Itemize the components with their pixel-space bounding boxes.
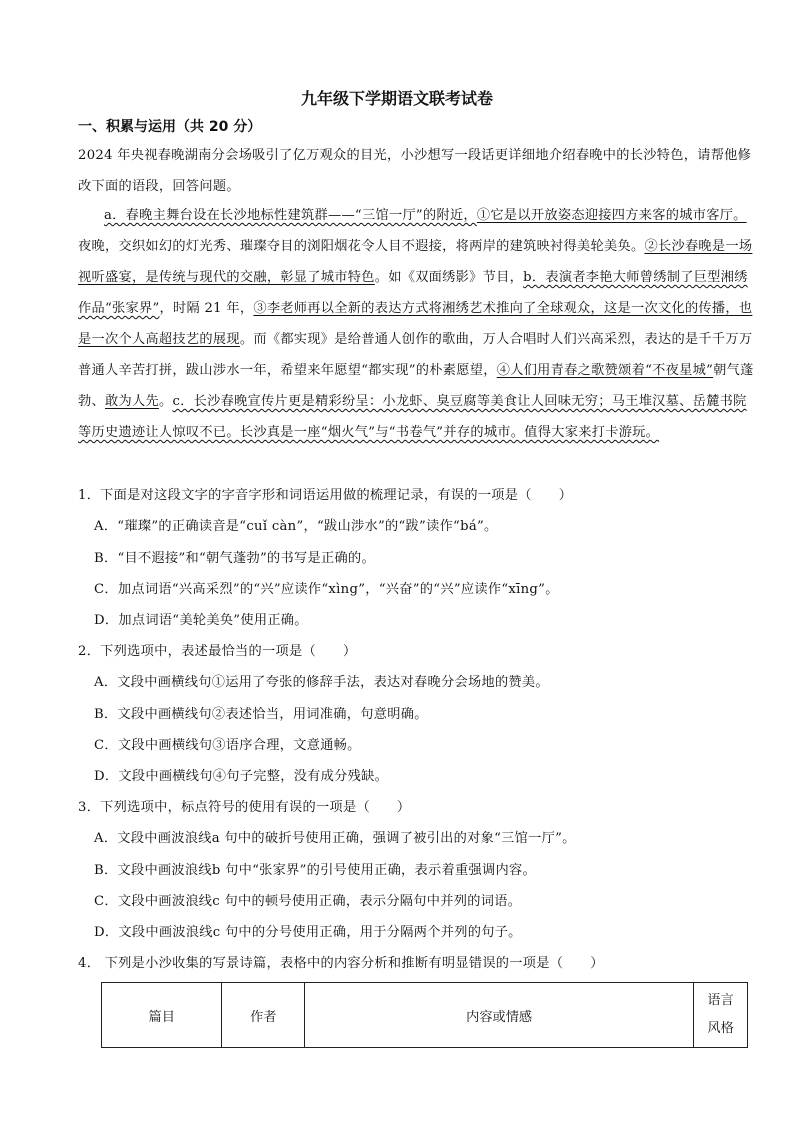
question-3-option-a: A．文段中画波浪线a 句中的破折号使用正确，强调了被引出的对象“三馆一厅”。	[94, 831, 576, 846]
wavy-sentence-b: b．表演者李艳大师曾绣制了巨型湘绣作品“张家界”	[78, 270, 748, 316]
question-3-option-b: B．文段中画波浪线b 句中“张家界”的引号使用正确，表示着重强调内容。	[94, 863, 536, 878]
passage-text: 。如《双面绣影》节目，	[374, 270, 524, 285]
underlined-sentence-4: ④人们用青春之歌赞颂着“不夜星城”	[496, 363, 714, 378]
table-header-style: 语言 风格	[694, 983, 748, 1048]
underlined-sentence-2: ②长沙春晚是一场视听盛宴，是传统与现代的交融，彰显了城市特色	[78, 239, 753, 285]
question-1-stem: 1．下面是对这段文字的字音字形和词语运用做的梳理记录，有误的一项是（ ）	[78, 488, 573, 503]
question-2-stem: 2．下列选项中，表述最恰当的一项是（ ）	[78, 644, 357, 659]
section-heading: 一、积累与运用（共 20 分）	[78, 119, 262, 135]
wavy-sentence-a: a．春晚主舞台设在长沙地标性建筑群——“三馆一厅”的附近，	[104, 208, 477, 223]
table-header-author: 作者	[222, 983, 305, 1048]
question-1-option-a: A．“璀璨”的正确读音是“cuǐ càn”，“跋山涉水”的“跋”读作“bá”。	[94, 519, 498, 534]
intro-paragraph: 2024 年央视春晚湖南分会场吸引了亿万观众的目光，小沙想写一段话更详细地介绍春晚中的长沙特色，请帮他修改下面的语段，回答问题。	[78, 148, 752, 194]
question-2-option-c: C．文段中画横线句③语序合理，文意通畅。	[94, 738, 361, 753]
passage-text: 夜晚，交织如幻的灯光秀、璀璨夺目的浏阳烟花令人目不遐接，将两岸的建筑映衬得美轮美奂。	[78, 239, 645, 254]
poem-analysis-table	[101, 982, 748, 1048]
passage-text: ，时隔 21 年，	[159, 301, 254, 316]
question-2-option-d: D．文段中画横线句④句子完整，没有成分残缺。	[94, 769, 389, 784]
question-4-stem: 4． 下列是小沙收集的写景诗篇，表格中的内容分析和推断有明显错误的一项是（ ）	[78, 956, 604, 971]
passage-text: 朝气蓬勃、	[78, 363, 754, 409]
question-1-option-b: B．“目不遐接”和“朝气蓬勃”的书写是正确的。	[94, 551, 375, 566]
question-3-option-d: D．文段中画波浪线c 句中的分号使用正确，用于分隔两个并列的句子。	[94, 925, 522, 940]
passage-text: 。	[158, 394, 173, 409]
underlined-sentence-3: ③李老师再以全新的表达方式将湘绣艺术推向了全球观众，这是一次文化的传播，也是一次个人高超技艺的展现	[78, 301, 753, 347]
question-3-option-c: C．文段中画波浪线c 句中的顿号使用正确，表示分隔句中并列的词语。	[94, 894, 522, 909]
wavy-sentence-c: c．长沙春晚宣传片更是精彩纷呈：小龙虾、臭豆腐等美食让人回味无穷；马王堆汉墓、岳麓书院等历史遗迹让人惊叹不已。长沙真是一座“烟火气”与“书卷气”并存的城市。值得大家来打卡游玩。	[78, 394, 747, 440]
underlined-phrase: 敢为人先	[104, 394, 159, 409]
question-1-option-d: D．加点词语“美轮美奂”使用正确。	[94, 613, 308, 628]
table-header-row	[102, 983, 748, 1048]
question-1-option-c: C．加点词语“兴高采烈”的“兴”应读作“xìng”，“兴奋”的“兴”应读作“xīng”。	[94, 582, 559, 597]
passage-text: 。而《都实现》是给普通人创作的歌曲，万人合唱时人们兴高采烈，表达的是千千万万普通人辛苦打拼，跋山涉水一年，希望来年愿望“都实现”的朴素愿望，	[78, 332, 753, 378]
question-3-stem: 3．下列选项中，标点符号的使用有误的一项是（ ）	[78, 800, 411, 815]
exam-title: 九年级下学期语文联考试卷	[300, 89, 493, 108]
table-header-content: 内容或情感	[305, 983, 694, 1048]
passage-paragraph	[78, 200, 754, 448]
underlined-sentence-1: ①它是以开放姿态迎接四方来客的城市客厅。	[476, 208, 747, 223]
question-2-option-b: B．文段中画横线句②表述恰当，用词准确，句意明确。	[94, 707, 428, 722]
table-header-title: 篇目	[102, 983, 222, 1048]
question-2-option-a: A．文段中画横线句①运用了夸张的修辞手法，表达对春晚分会场地的赞美。	[94, 675, 549, 690]
